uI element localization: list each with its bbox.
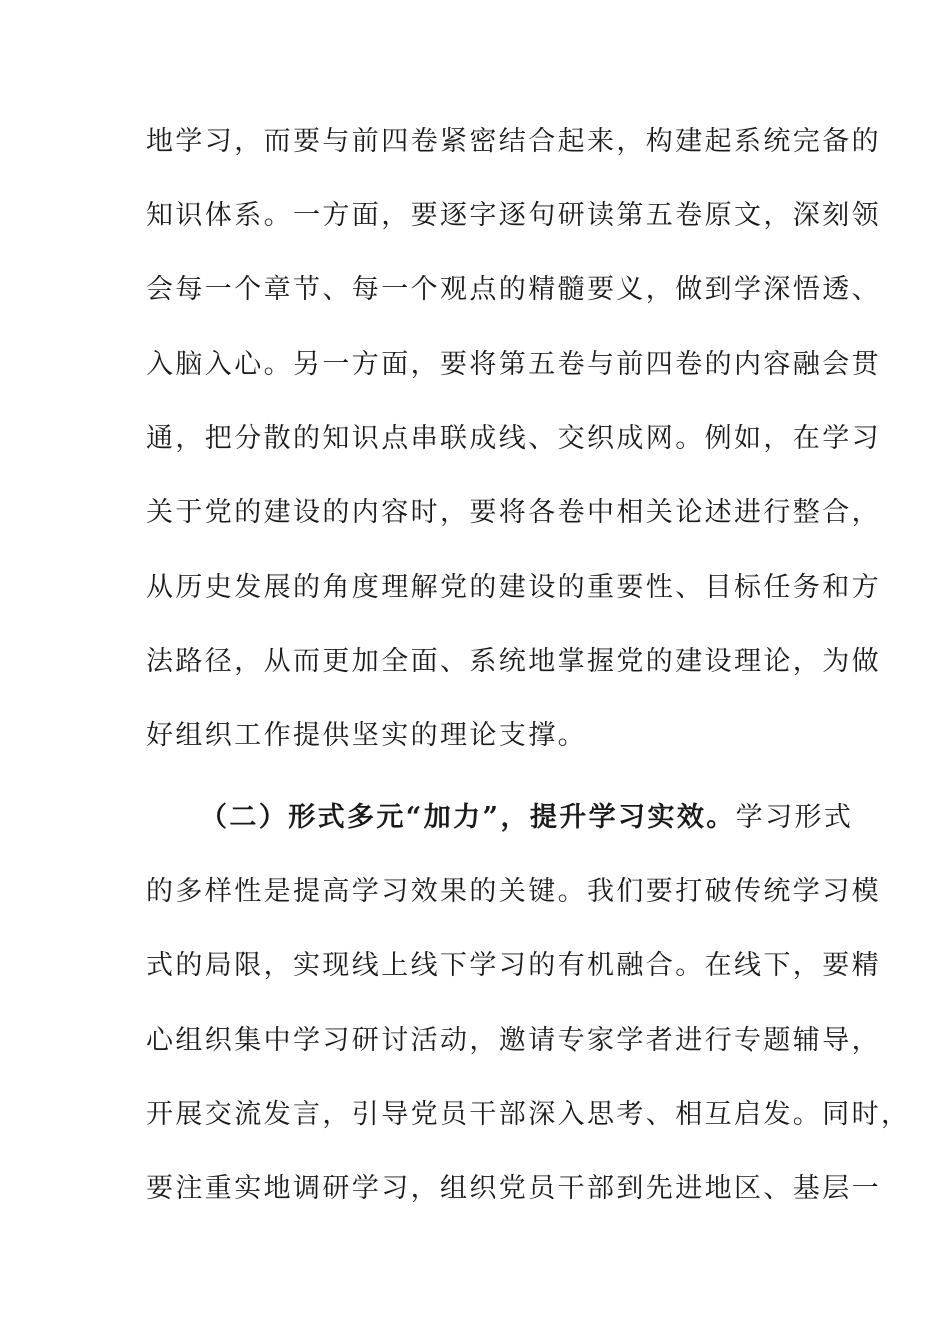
body-text-line: 好组织工作提供坚实的理论支撑。 — [146, 720, 587, 751]
body-text-line: 开展交流发言，引导党员干部深入思考、相互启发。同时， — [146, 1099, 911, 1130]
body-text-line: 心组织集中学习研讨活动，邀请专家学者进行专题辅导， — [146, 1025, 881, 1056]
section-heading: （二）形式多元“加力”，提升学习实效。 — [200, 802, 736, 833]
body-text-line: 关于党的建设的内容时，要将各卷中相关论述进行整合， — [146, 497, 881, 528]
body-text-line: 从历史发展的角度理解党的建设的重要性、目标任务和方 — [146, 572, 881, 603]
body-text-line: 知识体系。一方面，要逐字逐句研读第五卷原文，深刻领 — [146, 200, 881, 231]
body-text-line: 会每一个章节、每一个观点的精髓要义，做到学深悟透、 — [146, 274, 881, 305]
body-text-line: 入脑入心。另一方面，要将第五卷与前四卷的内容融会贯 — [146, 349, 881, 380]
section-heading-line — [200, 800, 854, 836]
section-heading-tail: 学习形式 — [735, 802, 854, 833]
body-text-line: 通，把分散的知识点串联成线、交织成网。例如，在学习 — [146, 423, 881, 454]
body-text-line: 地学习，而要与前四卷紧密结合起来，构建起系统完备的 — [146, 126, 881, 157]
body-text-line: 式的局限，实现线上线下学习的有机融合。在线下，要精 — [146, 950, 881, 981]
body-text-line: 法路径，从而更加全面、系统地掌握党的建设理论，为做 — [146, 646, 881, 677]
body-text-line: 的多样性是提高学习效果的关键。我们要打破传统学习模 — [146, 876, 881, 907]
body-text-line: 要注重实地调研学习，组织党员干部到先进地区、基层一 — [146, 1173, 881, 1204]
